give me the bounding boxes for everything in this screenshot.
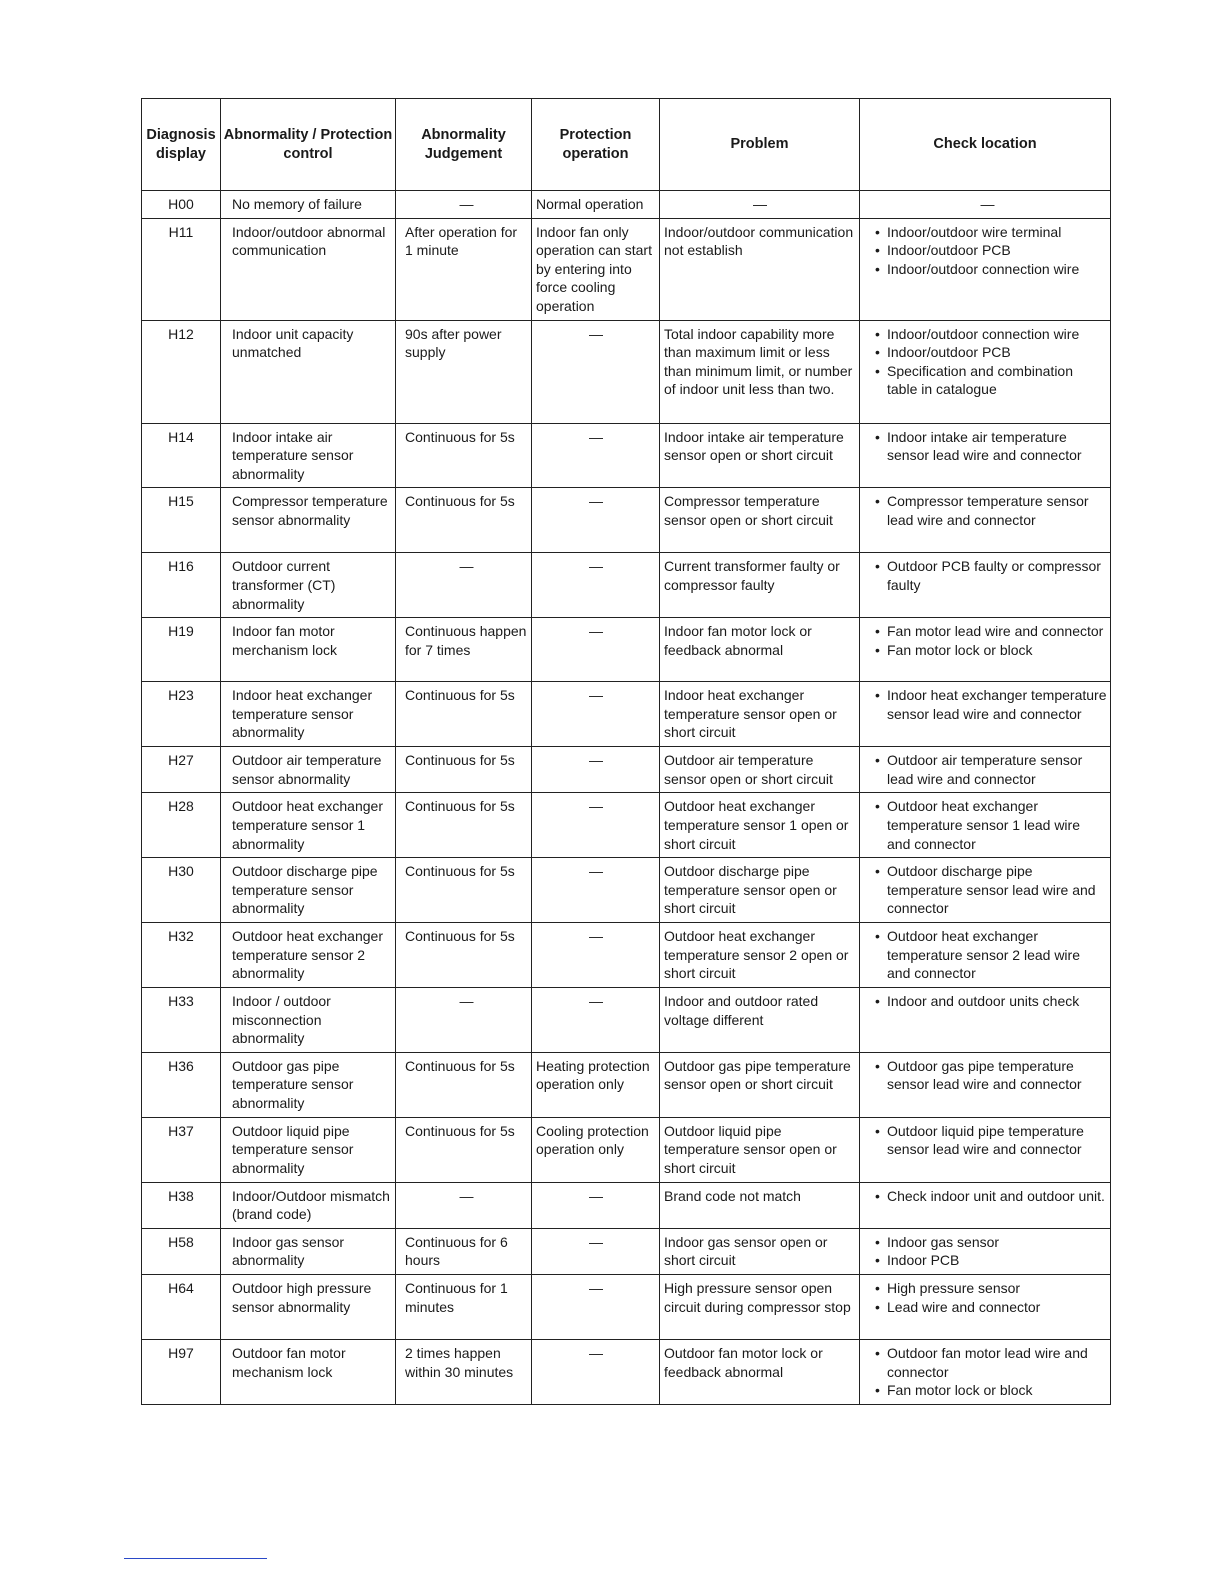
check-location-cell <box>860 618 1111 682</box>
diagnosis-code-cell: H28 <box>142 793 221 858</box>
table-row <box>142 488 1111 553</box>
table-row <box>142 1275 1111 1340</box>
abnormality-cell: Outdoor heat exchanger temperature sensor 1 abnormality <box>221 793 396 858</box>
table-row <box>142 793 1111 858</box>
check-location-list <box>868 797 1107 853</box>
judgement-cell: 90s after power supply <box>396 320 532 423</box>
check-location-list <box>868 557 1107 594</box>
check-location-cell <box>860 218 1111 320</box>
header-abnormality-judgement: Abnormality Judgement <box>396 99 532 191</box>
check-location-item: • Indoor intake air temperature sensor lead wire and connector <box>868 428 1107 465</box>
check-location-item: • Indoor/outdoor connection wire <box>868 325 1107 344</box>
check-location-list <box>868 428 1107 465</box>
judgement-cell: Continuous for 5s <box>396 488 532 553</box>
check-location-list <box>868 927 1107 983</box>
judgement-cell: Continuous for 5s <box>396 682 532 747</box>
diagnosis-code-cell: H64 <box>142 1275 221 1340</box>
table-row <box>142 423 1111 488</box>
problem-cell: Outdoor heat exchanger temperature sensor 2 open or short circuit <box>660 923 860 988</box>
diagnosis-code-cell: H19 <box>142 618 221 682</box>
diagnosis-code-cell: H58 <box>142 1228 221 1274</box>
check-location-item: • Outdoor gas pipe temperature sensor lead wire and connector <box>868 1057 1107 1094</box>
check-location-item: • Outdoor discharge pipe temperature sensor lead wire and connector <box>868 862 1107 918</box>
header-protection-operation: Protection operation <box>532 99 660 191</box>
check-location-item: • Indoor PCB <box>868 1251 1107 1270</box>
check-location-list <box>868 862 1107 918</box>
diagnosis-code-cell: H32 <box>142 923 221 988</box>
protection-cell: — <box>532 1275 660 1340</box>
check-location-cell <box>860 747 1111 793</box>
protection-cell: — <box>532 1182 660 1228</box>
diagnosis-code-cell: H12 <box>142 320 221 423</box>
check-location-cell <box>860 1117 1111 1182</box>
judgement-cell: Continuous for 5s <box>396 923 532 988</box>
check-location-cell <box>860 488 1111 553</box>
protection-cell: — <box>532 423 660 488</box>
table-row <box>142 191 1111 219</box>
check-location-cell <box>860 320 1111 423</box>
problem-cell: Indoor and outdoor rated voltage different <box>660 988 860 1053</box>
abnormality-cell: Outdoor discharge pipe temperature sensor abnormality <box>221 858 396 923</box>
check-location-item: • Outdoor heat exchanger temperature sensor 1 lead wire and connector <box>868 797 1107 853</box>
judgement-cell: Continuous for 5s <box>396 1052 532 1117</box>
protection-cell: — <box>532 488 660 553</box>
judgement-cell: Continuous happen for 7 times <box>396 618 532 682</box>
check-location-list <box>868 1057 1107 1094</box>
protection-cell: — <box>532 618 660 682</box>
problem-cell: Brand code not match <box>660 1182 860 1228</box>
protection-cell: — <box>532 1228 660 1274</box>
protection-cell: — <box>532 793 660 858</box>
diagnosis-code-cell: H38 <box>142 1182 221 1228</box>
problem-cell: Indoor heat exchanger temperature sensor open or short circuit <box>660 682 860 747</box>
check-location-cell <box>860 923 1111 988</box>
protection-cell: — <box>532 988 660 1053</box>
header-problem: Problem <box>660 99 860 191</box>
check-location-item: • Indoor/outdoor connection wire <box>868 260 1107 279</box>
abnormality-cell: Indoor fan motor merchanism lock <box>221 618 396 682</box>
table-body <box>142 191 1111 1405</box>
diagnosis-table <box>141 98 1111 1405</box>
problem-cell: Indoor gas sensor open or short circuit <box>660 1228 860 1274</box>
abnormality-cell: Outdoor air temperature sensor abnormality <box>221 747 396 793</box>
table-row <box>142 858 1111 923</box>
abnormality-cell: Outdoor current transformer (CT) abnormality <box>221 553 396 618</box>
judgement-cell: After operation for 1 minute <box>396 218 532 320</box>
table-row <box>142 988 1111 1053</box>
check-location-list <box>868 223 1107 279</box>
check-location-item: • Check indoor unit and outdoor unit. <box>868 1187 1107 1206</box>
problem-cell: Outdoor air temperature sensor open or short circuit <box>660 747 860 793</box>
table-row <box>142 1228 1111 1274</box>
check-location-cell <box>860 1340 1111 1405</box>
abnormality-cell: Indoor gas sensor abnormality <box>221 1228 396 1274</box>
diagnosis-code-cell: H00 <box>142 191 221 219</box>
abnormality-cell: Outdoor heat exchanger temperature sensor 2 abnormality <box>221 923 396 988</box>
check-location-list <box>868 751 1107 788</box>
check-location-item: • Outdoor air temperature sensor lead wire and connector <box>868 751 1107 788</box>
table-row <box>142 618 1111 682</box>
table-row <box>142 1117 1111 1182</box>
abnormality-cell: Outdoor liquid pipe temperature sensor abnormality <box>221 1117 396 1182</box>
check-location-item: • Compressor temperature sensor lead wire and connector <box>868 492 1107 529</box>
abnormality-cell: No memory of failure <box>221 191 396 219</box>
diagnosis-code-cell: H15 <box>142 488 221 553</box>
diagnosis-code-cell: H16 <box>142 553 221 618</box>
problem-cell: Indoor/outdoor communication not establish <box>660 218 860 320</box>
abnormality-cell: Outdoor gas pipe temperature sensor abnormality <box>221 1052 396 1117</box>
judgement-cell: — <box>396 988 532 1053</box>
protection-cell: — <box>532 747 660 793</box>
table-row <box>142 1340 1111 1405</box>
problem-cell: Current transformer faulty or compressor faulty <box>660 553 860 618</box>
diagnosis-code-cell: H23 <box>142 682 221 747</box>
check-location-cell: — <box>860 191 1111 219</box>
protection-cell: Heating protection operation only <box>532 1052 660 1117</box>
check-location-item: • Indoor/outdoor wire terminal <box>868 223 1107 242</box>
problem-cell: Outdoor gas pipe temperature sensor open or short circuit <box>660 1052 860 1117</box>
judgement-cell: Continuous for 5s <box>396 858 532 923</box>
judgement-cell: Continuous for 5s <box>396 423 532 488</box>
header-check-location: Check location <box>860 99 1111 191</box>
check-location-item: • Outdoor heat exchanger temperature sensor 2 lead wire and connector <box>868 927 1107 983</box>
check-location-list <box>868 686 1107 723</box>
check-location-cell <box>860 1182 1111 1228</box>
check-location-cell <box>860 553 1111 618</box>
table-row <box>142 320 1111 423</box>
diagnosis-code-cell: H33 <box>142 988 221 1053</box>
table-row <box>142 682 1111 747</box>
problem-cell: Indoor fan motor lock or feedback abnormal <box>660 618 860 682</box>
diagnosis-code-cell: H37 <box>142 1117 221 1182</box>
problem-cell: Outdoor liquid pipe temperature sensor open or short circuit <box>660 1117 860 1182</box>
protection-cell: — <box>532 858 660 923</box>
problem-cell: Compressor temperature sensor open or short circuit <box>660 488 860 553</box>
check-location-item: • Fan motor lock or block <box>868 1381 1107 1400</box>
check-location-list <box>868 325 1107 399</box>
diagnosis-code-cell: H27 <box>142 747 221 793</box>
judgement-cell: 2 times happen within 30 minutes <box>396 1340 532 1405</box>
protection-cell: — <box>532 320 660 423</box>
judgement-cell: Continuous for 5s <box>396 747 532 793</box>
diagnosis-code-cell: H97 <box>142 1340 221 1405</box>
judgement-cell: Continuous for 5s <box>396 1117 532 1182</box>
check-location-item: • Lead wire and connector <box>868 1298 1107 1317</box>
problem-cell: Total indoor capability more than maximum limit or less than minimum limit, or number of indoor unit less than two. <box>660 320 860 423</box>
check-location-item: • Indoor gas sensor <box>868 1233 1107 1252</box>
problem-cell: Outdoor fan motor lock or feedback abnormal <box>660 1340 860 1405</box>
diagnosis-code-cell: H14 <box>142 423 221 488</box>
check-location-item: • Specification and combination table in catalogue <box>868 362 1107 399</box>
protection-cell: — <box>532 553 660 618</box>
abnormality-cell: Outdoor high pressure sensor abnormality <box>221 1275 396 1340</box>
protection-cell: Cooling protection operation only <box>532 1117 660 1182</box>
check-location-item: • Outdoor PCB faulty or compressor faulty <box>868 557 1107 594</box>
check-location-cell <box>860 858 1111 923</box>
judgement-cell: Continuous for 5s <box>396 793 532 858</box>
check-location-cell <box>860 682 1111 747</box>
check-location-item: • Indoor/outdoor PCB <box>868 241 1107 260</box>
judgement-cell: Continuous for 6 hours <box>396 1228 532 1274</box>
protection-cell: — <box>532 682 660 747</box>
protection-cell: Normal operation <box>532 191 660 219</box>
problem-cell: — <box>660 191 860 219</box>
check-location-list <box>868 992 1107 1011</box>
abnormality-cell: Indoor / outdoor misconnection abnormality <box>221 988 396 1053</box>
problem-cell: Outdoor heat exchanger temperature sensor 1 open or short circuit <box>660 793 860 858</box>
table-row <box>142 747 1111 793</box>
footer-rule <box>124 1558 267 1559</box>
problem-cell: High pressure sensor open circuit during compressor stop <box>660 1275 860 1340</box>
check-location-cell <box>860 988 1111 1053</box>
check-location-list <box>868 492 1107 529</box>
protection-cell: — <box>532 923 660 988</box>
check-location-cell <box>860 793 1111 858</box>
check-location-list <box>868 1187 1107 1206</box>
table-row <box>142 923 1111 988</box>
check-location-list <box>868 1279 1107 1316</box>
header-diagnosis-display: Diagnosis display <box>142 99 221 191</box>
judgement-cell: — <box>396 553 532 618</box>
check-location-item: • Indoor/outdoor PCB <box>868 343 1107 362</box>
protection-cell: — <box>532 1340 660 1405</box>
check-location-item: • Fan motor lead wire and connector <box>868 622 1107 641</box>
check-location-list <box>868 1233 1107 1270</box>
check-location-item: • Outdoor liquid pipe temperature sensor lead wire and connector <box>868 1122 1107 1159</box>
check-location-cell <box>860 423 1111 488</box>
check-location-cell <box>860 1052 1111 1117</box>
abnormality-cell: Indoor heat exchanger temperature sensor abnormality <box>221 682 396 747</box>
diagnosis-code-cell: H30 <box>142 858 221 923</box>
judgement-cell: — <box>396 1182 532 1228</box>
judgement-cell: — <box>396 191 532 219</box>
abnormality-cell: Indoor unit capacity unmatched <box>221 320 396 423</box>
check-location-list <box>868 1122 1107 1159</box>
check-location-cell <box>860 1228 1111 1274</box>
check-location-list <box>868 1344 1107 1400</box>
table-row <box>142 1052 1111 1117</box>
abnormality-cell: Indoor intake air temperature sensor abnormality <box>221 423 396 488</box>
table-row <box>142 1182 1111 1228</box>
judgement-cell: Continuous for 1 minutes <box>396 1275 532 1340</box>
abnormality-cell: Indoor/outdoor abnormal communication <box>221 218 396 320</box>
problem-cell: Indoor intake air temperature sensor open or short circuit <box>660 423 860 488</box>
check-location-item: • Fan motor lock or block <box>868 641 1107 660</box>
diagnosis-code-cell: H36 <box>142 1052 221 1117</box>
abnormality-cell: Outdoor fan motor mechanism lock <box>221 1340 396 1405</box>
header-abnormality-protection-control: Abnormality / Protection control <box>221 99 396 191</box>
protection-cell: Indoor fan only operation can start by entering into force cooling operation <box>532 218 660 320</box>
check-location-list <box>868 622 1107 659</box>
abnormality-cell: Compressor temperature sensor abnormality <box>221 488 396 553</box>
check-location-item: • Outdoor fan motor lead wire and connector <box>868 1344 1107 1381</box>
check-location-cell <box>860 1275 1111 1340</box>
check-location-item: • Indoor heat exchanger temperature sensor lead wire and connector <box>868 686 1107 723</box>
header-row <box>142 99 1111 191</box>
diagnosis-code-cell: H11 <box>142 218 221 320</box>
table-row <box>142 218 1111 320</box>
table-row <box>142 553 1111 618</box>
check-location-item: • High pressure sensor <box>868 1279 1107 1298</box>
problem-cell: Outdoor discharge pipe temperature sensor open or short circuit <box>660 858 860 923</box>
check-location-item: • Indoor and outdoor units check <box>868 992 1107 1011</box>
abnormality-cell: Indoor/Outdoor mismatch (brand code) <box>221 1182 396 1228</box>
